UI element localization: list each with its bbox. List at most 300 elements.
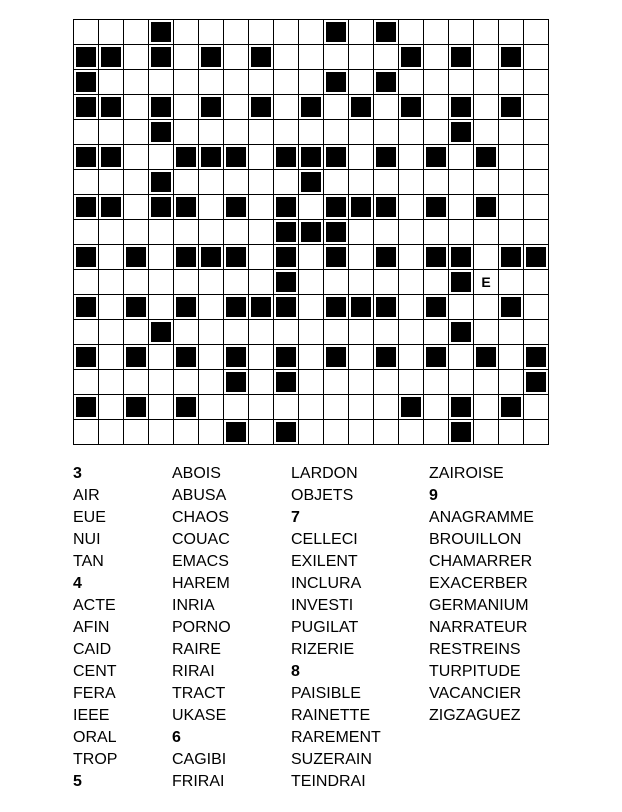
grid-cell[interactable] — [224, 395, 249, 420]
grid-cell[interactable] — [474, 45, 499, 70]
grid-cell[interactable] — [174, 370, 199, 395]
grid-cell[interactable] — [224, 120, 249, 145]
grid-block-cell — [449, 420, 474, 445]
word-entry: ZIGZAGUEZ — [429, 707, 521, 724]
grid-cell[interactable] — [324, 320, 349, 345]
grid-cell[interactable] — [274, 95, 299, 120]
grid-cell[interactable] — [374, 120, 399, 145]
grid-cell[interactable] — [224, 20, 249, 45]
word-entry: EMACS — [172, 553, 229, 570]
grid-cell[interactable] — [399, 245, 424, 270]
grid-cell[interactable] — [124, 170, 149, 195]
grid-cell[interactable] — [199, 195, 224, 220]
grid-cell[interactable] — [124, 195, 149, 220]
word-entry: PORNO — [172, 619, 231, 636]
grid-cell[interactable] — [324, 395, 349, 420]
grid-block-cell — [474, 195, 499, 220]
grid-block-cell — [149, 195, 174, 220]
grid-cell[interactable] — [349, 45, 374, 70]
grid-cell[interactable] — [349, 220, 374, 245]
grid-cell[interactable] — [124, 420, 149, 445]
word-entry: AFIN — [73, 619, 110, 636]
grid-cell[interactable] — [199, 420, 224, 445]
grid-cell[interactable] — [349, 420, 374, 445]
grid-cell[interactable] — [424, 70, 449, 95]
grid-cell[interactable] — [399, 220, 424, 245]
grid-cell[interactable] — [74, 20, 99, 45]
grid-cell[interactable] — [299, 245, 324, 270]
grid-cell[interactable] — [399, 170, 424, 195]
grid-cell[interactable] — [99, 245, 124, 270]
grid-cell[interactable] — [424, 120, 449, 145]
grid-cell[interactable] — [249, 270, 274, 295]
grid-cell[interactable] — [224, 220, 249, 245]
grid-cell[interactable] — [349, 395, 374, 420]
grid-cell[interactable] — [249, 395, 274, 420]
grid-cell[interactable] — [99, 120, 124, 145]
grid-cell[interactable] — [299, 320, 324, 345]
grid-cell[interactable] — [499, 145, 524, 170]
grid-block-cell — [424, 245, 449, 270]
grid-cell[interactable] — [224, 45, 249, 70]
grid-cell[interactable] — [374, 395, 399, 420]
grid-cell[interactable] — [474, 320, 499, 345]
grid-cell[interactable] — [349, 270, 374, 295]
word-entry: LARDON — [291, 465, 358, 482]
grid-cell[interactable] — [524, 320, 549, 345]
grid-cell[interactable] — [249, 245, 274, 270]
grid-block-cell — [274, 345, 299, 370]
grid-cell[interactable] — [249, 120, 274, 145]
grid-cell[interactable] — [199, 370, 224, 395]
grid-block-cell — [274, 295, 299, 320]
grid-block-cell — [449, 270, 474, 295]
grid-cell[interactable] — [99, 320, 124, 345]
grid-cell[interactable] — [449, 170, 474, 195]
grid-cell[interactable] — [224, 70, 249, 95]
grid-cell[interactable] — [74, 220, 99, 245]
grid-cell[interactable] — [124, 70, 149, 95]
word-entry: COUAC — [172, 531, 230, 548]
crossword-grid — [73, 19, 549, 445]
grid-cell[interactable] — [274, 20, 299, 45]
word-entry: SUZERAIN — [291, 751, 372, 768]
grid-cell[interactable] — [199, 70, 224, 95]
grid-cell[interactable] — [524, 395, 549, 420]
grid-block-cell — [449, 320, 474, 345]
word-entry: CAGIBI — [172, 751, 227, 768]
grid-cell[interactable] — [499, 120, 524, 145]
grid-block-cell — [324, 345, 349, 370]
grid-cell[interactable] — [199, 320, 224, 345]
grid-cell[interactable] — [299, 70, 324, 95]
grid-cell[interactable] — [324, 170, 349, 195]
grid-cell[interactable] — [399, 345, 424, 370]
grid-cell[interactable] — [499, 320, 524, 345]
grid-cell[interactable] — [349, 70, 374, 95]
grid-block-cell — [224, 420, 249, 445]
grid-cell[interactable] — [399, 320, 424, 345]
grid-cell[interactable] — [174, 170, 199, 195]
grid-block-cell — [249, 95, 274, 120]
word-entry: CELLECI — [291, 531, 358, 548]
grid-cell[interactable] — [499, 270, 524, 295]
grid-cell[interactable] — [324, 270, 349, 295]
grid-cell[interactable] — [299, 420, 324, 445]
word-entry: NUI — [73, 531, 101, 548]
grid-block-cell — [74, 345, 99, 370]
grid-cell[interactable] — [424, 370, 449, 395]
grid-cell[interactable] — [299, 395, 324, 420]
grid-block-cell — [499, 395, 524, 420]
grid-cell[interactable] — [124, 20, 149, 45]
grid-cell[interactable] — [224, 320, 249, 345]
grid-cell[interactable] — [99, 70, 124, 95]
grid-cell[interactable] — [249, 420, 274, 445]
grid-cell[interactable] — [424, 170, 449, 195]
word-entry: FRIRAI — [172, 773, 225, 790]
grid-cell[interactable] — [99, 370, 124, 395]
grid-cell[interactable] — [74, 420, 99, 445]
grid-cell[interactable] — [449, 370, 474, 395]
grid-cell[interactable] — [274, 70, 299, 95]
grid-block-cell — [374, 20, 399, 45]
grid-cell[interactable] — [149, 345, 174, 370]
grid-cell[interactable] — [224, 270, 249, 295]
grid-cell[interactable] — [99, 295, 124, 320]
grid-block-cell — [374, 195, 399, 220]
grid-cell[interactable] — [524, 70, 549, 95]
grid-cell[interactable] — [474, 20, 499, 45]
grid-cell[interactable] — [124, 370, 149, 395]
grid-cell[interactable] — [349, 145, 374, 170]
grid-cell[interactable] — [224, 170, 249, 195]
grid-cell[interactable] — [524, 295, 549, 320]
grid-cell[interactable] — [324, 95, 349, 120]
grid-cell[interactable] — [199, 170, 224, 195]
grid-cell[interactable] — [299, 370, 324, 395]
grid-cell[interactable] — [124, 220, 149, 245]
grid-cell[interactable] — [249, 320, 274, 345]
grid-cell[interactable] — [349, 345, 374, 370]
grid-cell[interactable] — [399, 270, 424, 295]
word-entry: ACTE — [73, 597, 116, 614]
grid-cell[interactable] — [399, 295, 424, 320]
grid-cell[interactable] — [524, 145, 549, 170]
grid-cell[interactable] — [349, 120, 374, 145]
grid-cell[interactable] — [174, 420, 199, 445]
grid-cell[interactable] — [374, 45, 399, 70]
word-entry: TRACT — [172, 685, 226, 702]
grid-block-cell — [299, 220, 324, 245]
grid-cell[interactable] — [124, 270, 149, 295]
grid-cell[interactable] — [74, 370, 99, 395]
grid-cell[interactable] — [149, 270, 174, 295]
grid-block-cell — [449, 95, 474, 120]
grid-cell[interactable] — [324, 370, 349, 395]
grid-block-cell — [474, 145, 499, 170]
grid-block-cell — [174, 345, 199, 370]
grid-cell[interactable] — [524, 95, 549, 120]
grid-block-cell — [174, 295, 199, 320]
grid-cell[interactable] — [474, 370, 499, 395]
grid-cell[interactable] — [499, 345, 524, 370]
grid-cell[interactable] — [449, 220, 474, 245]
grid-cell[interactable] — [149, 395, 174, 420]
grid-cell[interactable] — [199, 395, 224, 420]
grid-cell[interactable] — [424, 270, 449, 295]
grid-cell[interactable] — [249, 70, 274, 95]
grid-block-cell — [149, 120, 174, 145]
grid-cell[interactable] — [374, 95, 399, 120]
grid-cell[interactable] — [99, 395, 124, 420]
grid-cell[interactable] — [74, 270, 99, 295]
grid-cell[interactable] — [524, 420, 549, 445]
grid-cell[interactable] — [524, 120, 549, 145]
grid-block-cell — [174, 195, 199, 220]
word-entry: OBJETS — [291, 487, 354, 504]
grid-cell[interactable] — [349, 245, 374, 270]
grid-cell[interactable] — [499, 20, 524, 45]
grid-cell[interactable] — [349, 170, 374, 195]
grid-cell[interactable] — [524, 45, 549, 70]
word-entry: RAIRE — [172, 641, 221, 658]
grid-cell[interactable] — [149, 70, 174, 95]
grid-cell[interactable] — [374, 320, 399, 345]
grid-cell[interactable] — [524, 195, 549, 220]
grid-cell[interactable] — [199, 220, 224, 245]
grid-cell[interactable] — [199, 20, 224, 45]
grid-cell[interactable] — [399, 370, 424, 395]
grid-cell[interactable] — [149, 420, 174, 445]
grid-cell[interactable] — [399, 420, 424, 445]
grid-cell[interactable] — [299, 195, 324, 220]
word-entry: TEINDRAI — [291, 773, 366, 790]
grid-cell[interactable] — [249, 195, 274, 220]
grid-block-cell — [99, 195, 124, 220]
grid-cell[interactable] — [324, 45, 349, 70]
grid-cell[interactable] — [449, 195, 474, 220]
grid-cell[interactable] — [424, 320, 449, 345]
grid-cell[interactable] — [299, 270, 324, 295]
grid-cell[interactable] — [174, 120, 199, 145]
grid-block-cell — [399, 95, 424, 120]
grid-cell[interactable] — [199, 270, 224, 295]
word-entry: CENT — [73, 663, 117, 680]
grid-cell[interactable] — [374, 370, 399, 395]
grid-block-cell — [124, 245, 149, 270]
grid-block-cell — [224, 195, 249, 220]
grid-cell[interactable] — [274, 320, 299, 345]
grid-cell[interactable] — [524, 270, 549, 295]
grid-cell[interactable] — [449, 145, 474, 170]
grid-cell[interactable] — [124, 120, 149, 145]
grid-cell[interactable] — [324, 420, 349, 445]
grid-cell[interactable] — [524, 20, 549, 45]
grid-cell[interactable] — [499, 370, 524, 395]
grid-block-cell — [224, 345, 249, 370]
grid-cell[interactable] — [349, 320, 374, 345]
grid-cell[interactable] — [99, 420, 124, 445]
grid-cell[interactable] — [349, 20, 374, 45]
word-entry: CHAMARRER — [429, 553, 533, 570]
grid-cell[interactable] — [149, 370, 174, 395]
grid-cell[interactable] — [449, 345, 474, 370]
grid-cell[interactable] — [374, 220, 399, 245]
grid-cell[interactable] — [149, 220, 174, 245]
grid-cell[interactable] — [174, 270, 199, 295]
grid-cell[interactable] — [124, 145, 149, 170]
grid-cell[interactable] — [174, 320, 199, 345]
grid-cell[interactable] — [124, 45, 149, 70]
grid-cell[interactable] — [124, 320, 149, 345]
grid-cell[interactable] — [449, 70, 474, 95]
grid-block-cell — [299, 95, 324, 120]
grid-cell[interactable] — [399, 120, 424, 145]
grid-cell[interactable] — [374, 420, 399, 445]
word-entry: RIRAI — [172, 663, 215, 680]
grid-cell[interactable] — [424, 395, 449, 420]
grid-cell[interactable] — [199, 345, 224, 370]
grid-block-cell — [449, 245, 474, 270]
grid-cell[interactable] — [299, 345, 324, 370]
grid-cell[interactable] — [74, 120, 99, 145]
grid-cell[interactable] — [299, 45, 324, 70]
grid-cell[interactable] — [224, 95, 249, 120]
grid-block-cell — [274, 145, 299, 170]
grid-cell[interactable] — [499, 70, 524, 95]
grid-cell[interactable] — [424, 420, 449, 445]
word-entry: IEEE — [73, 707, 110, 724]
grid-cell[interactable] — [199, 120, 224, 145]
grid-cell[interactable] — [149, 145, 174, 170]
grid-cell[interactable] — [474, 170, 499, 195]
grid-cell[interactable] — [174, 220, 199, 245]
grid-cell[interactable] — [99, 270, 124, 295]
grid-cell[interactable] — [424, 45, 449, 70]
grid-block-cell — [524, 245, 549, 270]
word-entry: ANAGRAMME — [429, 509, 534, 526]
word-entry: CHAOS — [172, 509, 229, 526]
grid-cell[interactable] — [474, 220, 499, 245]
grid-block-cell — [449, 395, 474, 420]
grid-cell[interactable] — [299, 20, 324, 45]
grid-cell[interactable] — [524, 170, 549, 195]
word-entry: TAN — [73, 553, 104, 570]
word-entry: EXACERBER — [429, 575, 528, 592]
grid-cell[interactable] — [199, 295, 224, 320]
word-entry: PUGILAT — [291, 619, 359, 636]
grid-cell[interactable] — [374, 270, 399, 295]
grid-cell[interactable] — [149, 295, 174, 320]
grid-cell[interactable] — [299, 295, 324, 320]
grid-block-cell — [149, 320, 174, 345]
grid-block-cell — [199, 145, 224, 170]
grid-cell[interactable] — [249, 145, 274, 170]
grid-cell[interactable] — [249, 220, 274, 245]
grid-block-cell — [124, 395, 149, 420]
grid-cell[interactable] — [374, 170, 399, 195]
grid-cell[interactable] — [249, 20, 274, 45]
grid-block-cell — [174, 245, 199, 270]
grid-cell[interactable] — [349, 370, 374, 395]
grid-cell[interactable] — [174, 95, 199, 120]
grid-cell[interactable] — [174, 20, 199, 45]
grid-block-cell — [499, 95, 524, 120]
grid-cell[interactable] — [474, 120, 499, 145]
grid-cell[interactable] — [399, 20, 424, 45]
grid-cell[interactable] — [99, 20, 124, 45]
grid-cell[interactable] — [74, 170, 99, 195]
grid-cell[interactable] — [474, 70, 499, 95]
grid-block-cell — [149, 20, 174, 45]
grid-cell[interactable] — [74, 320, 99, 345]
grid-cell[interactable] — [174, 70, 199, 95]
grid-cell[interactable] — [274, 395, 299, 420]
grid-cell[interactable] — [274, 45, 299, 70]
grid-block-cell — [499, 45, 524, 70]
grid-cell[interactable] — [274, 170, 299, 195]
grid-block-cell — [174, 395, 199, 420]
grid-cell[interactable] — [474, 395, 499, 420]
grid-cell[interactable] — [524, 220, 549, 245]
word-entry: RAINETTE — [291, 707, 371, 724]
grid-cell[interactable] — [399, 195, 424, 220]
grid-cell[interactable] — [249, 370, 274, 395]
grid-cell[interactable] — [499, 420, 524, 445]
grid-cell[interactable] — [99, 220, 124, 245]
grid-block-cell — [99, 95, 124, 120]
grid-cell[interactable] — [424, 95, 449, 120]
grid-cell[interactable] — [424, 220, 449, 245]
grid-cell[interactable] — [499, 220, 524, 245]
grid-cell[interactable] — [449, 295, 474, 320]
grid-cell[interactable] — [474, 95, 499, 120]
grid-cell[interactable] — [274, 120, 299, 145]
grid-block-cell — [324, 195, 349, 220]
word-entry: EXILENT — [291, 553, 358, 570]
grid-cell[interactable] — [174, 45, 199, 70]
grid-cell[interactable] — [474, 295, 499, 320]
grid-cell[interactable] — [99, 170, 124, 195]
grid-block-cell — [474, 345, 499, 370]
word-entry: INCLURA — [291, 575, 362, 592]
grid-cell[interactable] — [474, 245, 499, 270]
grid-cell[interactable] — [399, 145, 424, 170]
grid-cell[interactable] — [499, 170, 524, 195]
grid-block-cell — [299, 170, 324, 195]
grid-cell[interactable] — [474, 420, 499, 445]
grid-cell[interactable] — [249, 345, 274, 370]
grid-cell[interactable] — [299, 120, 324, 145]
grid-cell[interactable]: E — [474, 270, 499, 295]
grid-block-cell — [399, 395, 424, 420]
grid-cell[interactable] — [449, 20, 474, 45]
grid-cell[interactable] — [324, 120, 349, 145]
grid-block-cell — [199, 95, 224, 120]
word-entry: BROUILLON — [429, 531, 522, 548]
grid-block-cell — [124, 295, 149, 320]
grid-cell[interactable] — [99, 345, 124, 370]
grid-cell[interactable] — [499, 195, 524, 220]
grid-block-cell — [324, 245, 349, 270]
grid-cell[interactable] — [424, 20, 449, 45]
grid-cell[interactable] — [124, 95, 149, 120]
grid-cell[interactable] — [249, 170, 274, 195]
grid-block-cell — [524, 370, 549, 395]
grid-cell[interactable] — [149, 245, 174, 270]
grid-cell[interactable] — [399, 70, 424, 95]
